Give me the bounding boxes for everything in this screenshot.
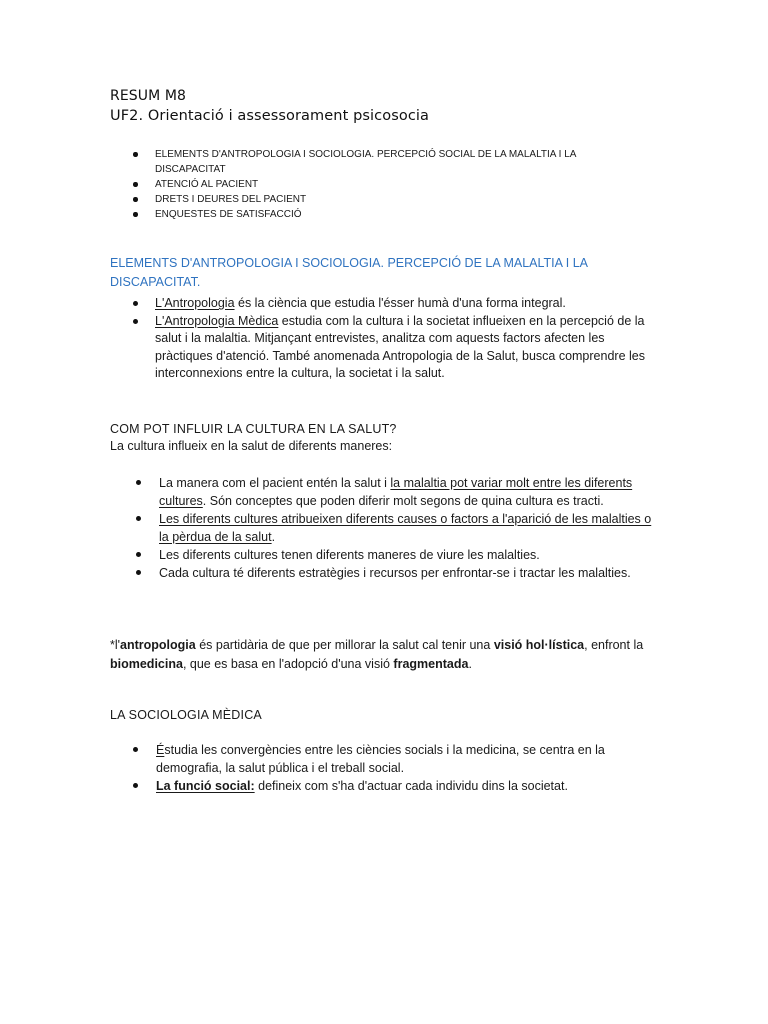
list-item: Cada cultura té diferents estratègies i recursos per enfrontar-se i tractar les malalties. <box>159 564 659 582</box>
toc-item: ENQUESTES DE SATISFACCIÓ <box>155 207 615 222</box>
bullet-icon <box>136 570 141 575</box>
section-heading-sociologia: LA SOCIOLOGIA MÈDICA <box>110 708 262 722</box>
bullet-icon <box>133 747 138 752</box>
bullet-icon <box>136 516 141 521</box>
document-title: RESUM M8 <box>110 88 187 104</box>
toc-item: DRETS I DEURES DEL PACIENT <box>155 192 615 207</box>
toc-item: ATENCIÓ AL PACIENT <box>155 177 615 192</box>
bullet-icon <box>136 480 141 485</box>
sociologia-list <box>156 741 666 795</box>
bullet-icon <box>133 182 138 187</box>
list-item: Les diferents cultures tenen diferents maneres de viure les malalties. <box>159 546 659 564</box>
list-item: Les diferents cultures atribueixen diferents causes o factors a l'aparició de les malalties o la pèrdua de la salut. <box>159 510 659 546</box>
bullet-icon <box>133 212 138 217</box>
list-item: La funció social: defineix com s'ha d'actuar cada individu dins la societat. <box>156 777 666 795</box>
bullet-icon <box>133 152 138 157</box>
list-item: Éstudia les convergències entre les ciències socials i la medicina, se centra en la demografia, la salut pública i el treball social. <box>156 741 666 777</box>
term-antropologia-medica: L'Antropologia Mèdica <box>155 313 279 328</box>
section-intro-cultura: La cultura influeix en la salut de diferents maneres: <box>110 439 393 453</box>
cultura-list <box>159 474 659 582</box>
bullet-icon <box>136 552 141 557</box>
holistic-note: *l'antropologia és partidària de que per millorar la salut cal tenir una visió hol·lística, enfront la biomedicina, que es basa en l'adopció d'una visió fragmentada. <box>110 638 644 671</box>
section-heading-cultura: COM POT INFLUIR LA CULTURA EN LA SALUT? <box>110 422 397 436</box>
term-antropologia: L'Antropologia <box>155 296 235 310</box>
bullet-icon <box>133 301 138 306</box>
bullet-icon <box>133 319 138 324</box>
list-item: L'Antropologia és la ciència que estudia l'ésser humà d'una forma integral. <box>155 295 655 313</box>
toc-item: ELEMENTS D'ANTROPOLOGIA I SOCIOLOGIA. PERCEPCIÓ SOCIAL DE LA MALALTIA I LA DISCAPACITAT <box>155 147 615 177</box>
section-heading-antropologia: ELEMENTS D'ANTROPOLOGIA I SOCIOLOGIA. PERCEPCIÓ DE LA MALALTIA I LA DISCAPACITAT. <box>110 255 588 289</box>
bullet-icon <box>133 783 138 788</box>
bullet-icon <box>133 197 138 202</box>
list-item: L'Antropologia Mèdica estudia com la cultura i la societat influeixen en la percepció de la salut i la malaltia. Mitjançant entrevistes, analitza com aquests factors afecten les pràctiques d'atenció. També anomenada Antropologia de la Salut, busca comprendre les interconnexions entre la cultura, la societat i la salut. <box>155 313 655 383</box>
table-of-contents <box>155 147 615 222</box>
antropologia-list <box>155 295 655 383</box>
list-item: La manera com el pacient entén la salut i la malaltia pot variar molt entre les diferents cultures. Són conceptes que poden diferir molt segons de quina cultura es tracti. <box>159 474 659 510</box>
term-funcio-social: La funció social: <box>156 779 255 793</box>
document-subtitle: UF2. Orientació i assessorament psicosocia <box>110 108 430 124</box>
